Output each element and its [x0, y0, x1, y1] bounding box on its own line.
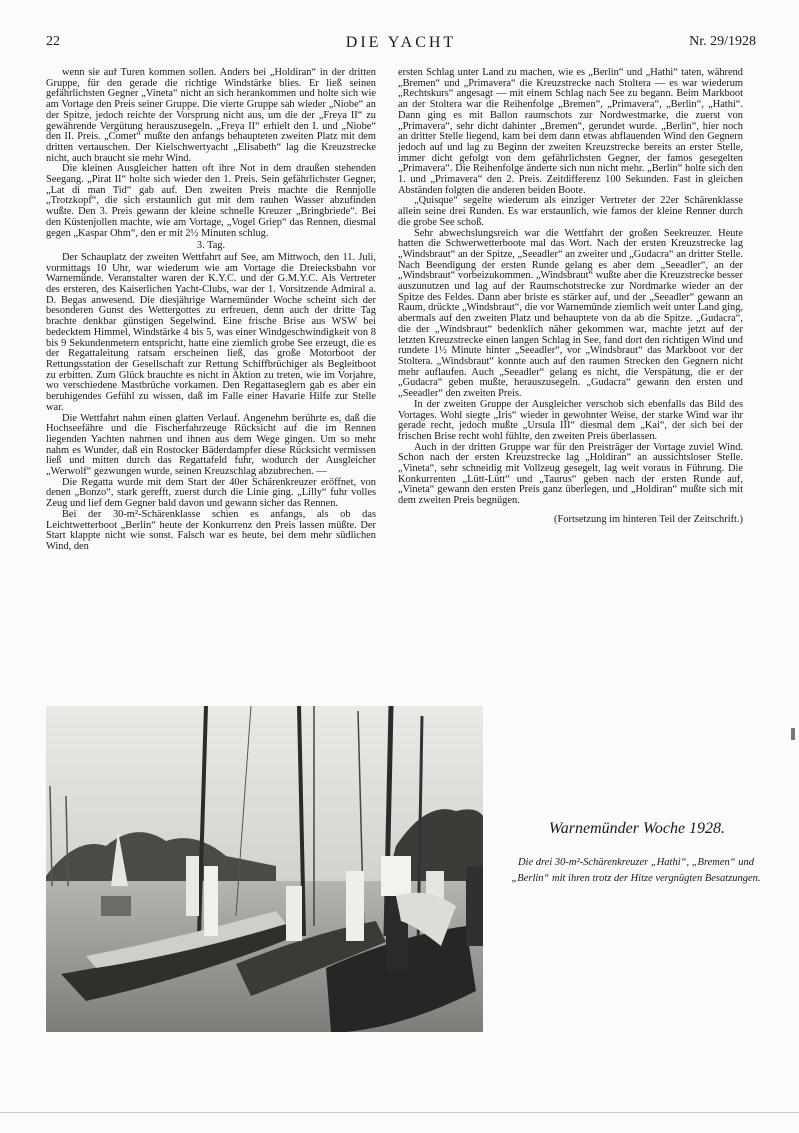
paragraph: ersten Schlag unter Land zu machen, wie es „Berlin“ und „Hathi“ taten, während „Bremen“ und „Primavera“ die Kreuzstrecke nach Stoltera — es war wiederum „Rechtskurs“ angesagt — mit einem Schlag nach See zu begann. Beim Markboot an der Stoltera war die Reihenfolge „Bremen“, „Primavera“, „Berlin“, „Hathi“. Dann ging es mit Ballon raumschots zur Nordwestmarke, die zuerst von „Primavera“, sehr dicht dahinter „Bremen“, gerundet wurde. „Berlin“, hier noch an dritter Stelle liegend, kam bei dem dann etwas abflauenden Wind den Gegnern jedoch auf und lag zu Beginn der zweiten Kreuzstrecke bereits an erster Stelle, immer dicht gefolgt von dem gefährlichsten Gegner, der famos gesegelten „Primavera“. Die Reihenfolge änderte sich nun nicht mehr. „Berlin“ holte sich den 1. und „Primavera“ den 2. Preis. Zeitdifferenz 100 Sekunden. Fast in gleichen Abständen folgten die anderen beiden Boote. — [398, 68, 743, 196]
section-heading: 3. Tag. — [196, 240, 226, 252]
binding-mark — [791, 728, 795, 740]
page-number: 22 — [46, 34, 60, 49]
caption-text: Die drei 30-m²-Schärenkreuzer „Hathi“, „Bremen“ und „Berlin“ mit ihren trotz der Hitze vergnügten Besatzungen. — [511, 857, 761, 884]
paragraph: „Quisque“ segelte wiederum als einziger Vertreter der 22er Schärenklasse allein seine drei Runden. Es war erstaunlich, wie famos der kleine Renner durch die grobe See schoß. — [398, 195, 743, 228]
paragraph: Der Schauplatz der zweiten Wettfahrt auf See, am Mittwoch, den 11. Juli, vormittags 10 Uhr, war wiederum wie am Vortage die Dreiecksbahn vor Warnemünde. Veranstalter waren der K.Y.C. und der G.M.Y.C. Als Vertreter des ersteren, des Kaiserlichen Yacht-Clubs, war der 1. Vorsitzende Admiral a. D. Begas anwesend. Die diesjährige Warnemünder Woche scheint sich der besonderen Gunst des Wettergottes zu erfreuen, denn auch der dritte Tag brachte denkbar günstigen Segelwind. Eine frische Brise aus WSW bei bedecktem Himmel, Windstärke 4 bis 5, was einer Windgeschwindigkeit von 8 bis 9 Sekundenmetern entspricht, hatte eine ziemlich grobe See erzeugt, die es der Regattaleitung ratsam erscheinen ließ, das große Motorboot der Rettungsstation der Gesellschaft zur Rettung Schiffbrüchiger als Begleitboot zu erbitten. Zum Glück brauchte es nicht in Aktion zu treten, wie im Vorjahre, wo verschiedene Mastbrüche vorkamen. Den Regattaseglern gab es aber ein beruhigendes Gefühl zu wissen, daß im Falle einer Havarie Hilfe zur Stelle war. — [46, 251, 376, 413]
left-column — [46, 68, 376, 696]
paragraph: Bei der 30-m²-Schärenklasse schien es anfangs, als ob das Leichtwetterboot „Berlin“ heute der Konkurrenz den Preis lassen müßte. Der Start klappte nicht wie sonst. Falsch war es heute, bei dem mehr südlichen Wind, den — [46, 508, 376, 552]
paragraph: Sehr abwechslungsreich war die Wettfahrt der großen Seekreuzer. Heute hatten die Schwerwetterboote mal das Wort. Nach der ersten Kreuzstrecke lag „Windsbraut“ an der Spitze, „Seeadler“ an zweiter und „Gudacra“ an dritter Stelle. Nach Beendigung der ersten Runde gelang es aber dem „Seeadler“, an der „Windsbraut“ vorbeizukommen. „Windsbraut“ wußte aber die Kreuzstrecke besser auszunutzen und lag auf der Raumschotstrecke zur Nordmarke wieder an der Spitze des Feldes. Dann aber briste es stärker auf, und der „Seeadler“ gewann an Raum, drückte „Windsbraut“, die vor Warnemünde ziemlich weit unter Land ging, abermals auf den zweiten Platz und behauptete von da ab die Spitze. „Gudacra“, die der „Windsbraut“ bedenklich näher gekommen war, machte jetzt auf der letzten Kreuzstrecke einen langen Schlag in See, fand dort den richtigen Wind und rundete 1½ Minute hinter „Seeadler“, vor „Windsbraut“ das Markboot vor der Stoltera. „Windsbraut“ konnte auch auf den raumen Strecken den Gegnern nicht mehr auflaufen. Auch „Seeadler“ gelang es nicht, die Verspätung, die er der „Gudacra“ geben mußte, herauszusegeln. „Gudacra“ gewann den ersten und „Seeadler“ den zweiten Preis. — [398, 227, 743, 400]
right-column — [398, 68, 743, 728]
issue-number: Nr. 29/1928 — [689, 34, 756, 49]
magazine-title: DIE YACHT — [345, 34, 457, 51]
page-header — [46, 34, 756, 54]
paragraph: wenn sie auf Turen kommen sollen. Anders bei „Holdiran“ in der dritten Gruppe, für den gerade die richtige Windstärke blies. Er ließ seinen gefährlichsten Gegner „Vineta“ nicht an sich herankommen und holte sich wie am Vortage den Preis seiner Gruppe. Die vierte Gruppe sah wieder „Niobe“ an der Spitze, jedoch reichte der Vorsprung nicht aus, um die der „Freya II“ zu gewährende Vergütung herauszusegeln. „Freya II“ erhielt den I. und „Niobe“ den II. Preis. „Comet“ mußte den anfangs behaupteten zweiten Platz mit dem dritten vertauschen. Der Kielschwertyacht „Elisabeth“ lag die Kreuzstrecke nicht, auch braucht sie mehr Wind. — [46, 68, 376, 164]
paragraph: Die Wettfahrt nahm einen glatten Verlauf. Angenehm berührte es, daß die Hochseefähre und die Fischerfahrzeuge Rücksicht auf die im Rennen liegenden Yachten nahmen und ihnen aus dem Wege gingen. Um so mehr nahm es Wunder, daß ein Rostocker Bäderdampfer diese Rücksicht vermissen ließ und mitten durch das Regattafeld fuhr, wodurch der Ausgleicher „Werwolf“ gezwungen wurde, seinen Kreuzschlag abzubrechen. — — [46, 412, 376, 478]
regatta-photo — [46, 706, 483, 1032]
paragraph: Auch in der dritten Gruppe war für den Preisträger der Vortage zuviel Wind. Schon nach der ersten Kreuzstrecke lag „Holdiran“ an aussichtsloser Stelle. „Vineta“, sehr schneidig mit Vollzeug gesegelt, lag weit voraus in Führung. Die Konkurrenten „Lütt-Lütt“ und „Taurus“ geben nach der ersten Runde auf, „Vineta“ gewann den ersten Preis ganz überlegen, und „Holdiran“ mußte sich mit dem zweiten Preis begnügen. — [398, 441, 743, 507]
paragraph: In der zweiten Gruppe der Ausgleicher verschob sich ebenfalls das Bild des Vortages. Wohl siegte „Iris“ wieder in gewohnter Weise, der starke Wind war ihr gerade recht, jedoch mußte „Ursula III“ diesmal dem „Kai“, der sich bei der frischen Brise recht wohl fühlte, den zweiten Preis überlassen. — [398, 398, 743, 442]
caption-title: Warnemünder Woche 1928. — [548, 820, 726, 837]
paragraph: Die kleinen Ausgleicher hatten oft ihre Not in dem draußen stehenden Seegang. „Pirat II“ holte sich wieder den 1. Preis. Sein gefährlichster Gegner, „Lat di man Tid“ gab auf. Den zweiten Preis machte die Rennjolle „Trotzkopf“, die sich erstaunlich gut mit dem rauhen Wasser abzufinden wußte. Den 3. Preis gewann der kleine schnelle Kreuzer „Bringbriede“. Bei den Küstenjollen machte, wie am Vortage, „Vogel Griep“ das Rennen, diesmal gegen „Kaspar Ohm“, den er mit 2½ Minuten schlug. — [46, 163, 376, 239]
continuation-note: (Fortsetzung im hinteren Teil der Zeitschrift.) — [554, 513, 743, 525]
page-divider — [0, 1112, 799, 1113]
paragraph: Die Regatta wurde mit dem Start der 40er Schärenkreuzer eröffnet, von denen „Bonzo“, stark gerefft, zuerst durch die Linie ging. „Lilly“ fuhr volles Zeug und lief dem Gegner bald davon und gewann sicher das Rennen. — [46, 476, 376, 510]
